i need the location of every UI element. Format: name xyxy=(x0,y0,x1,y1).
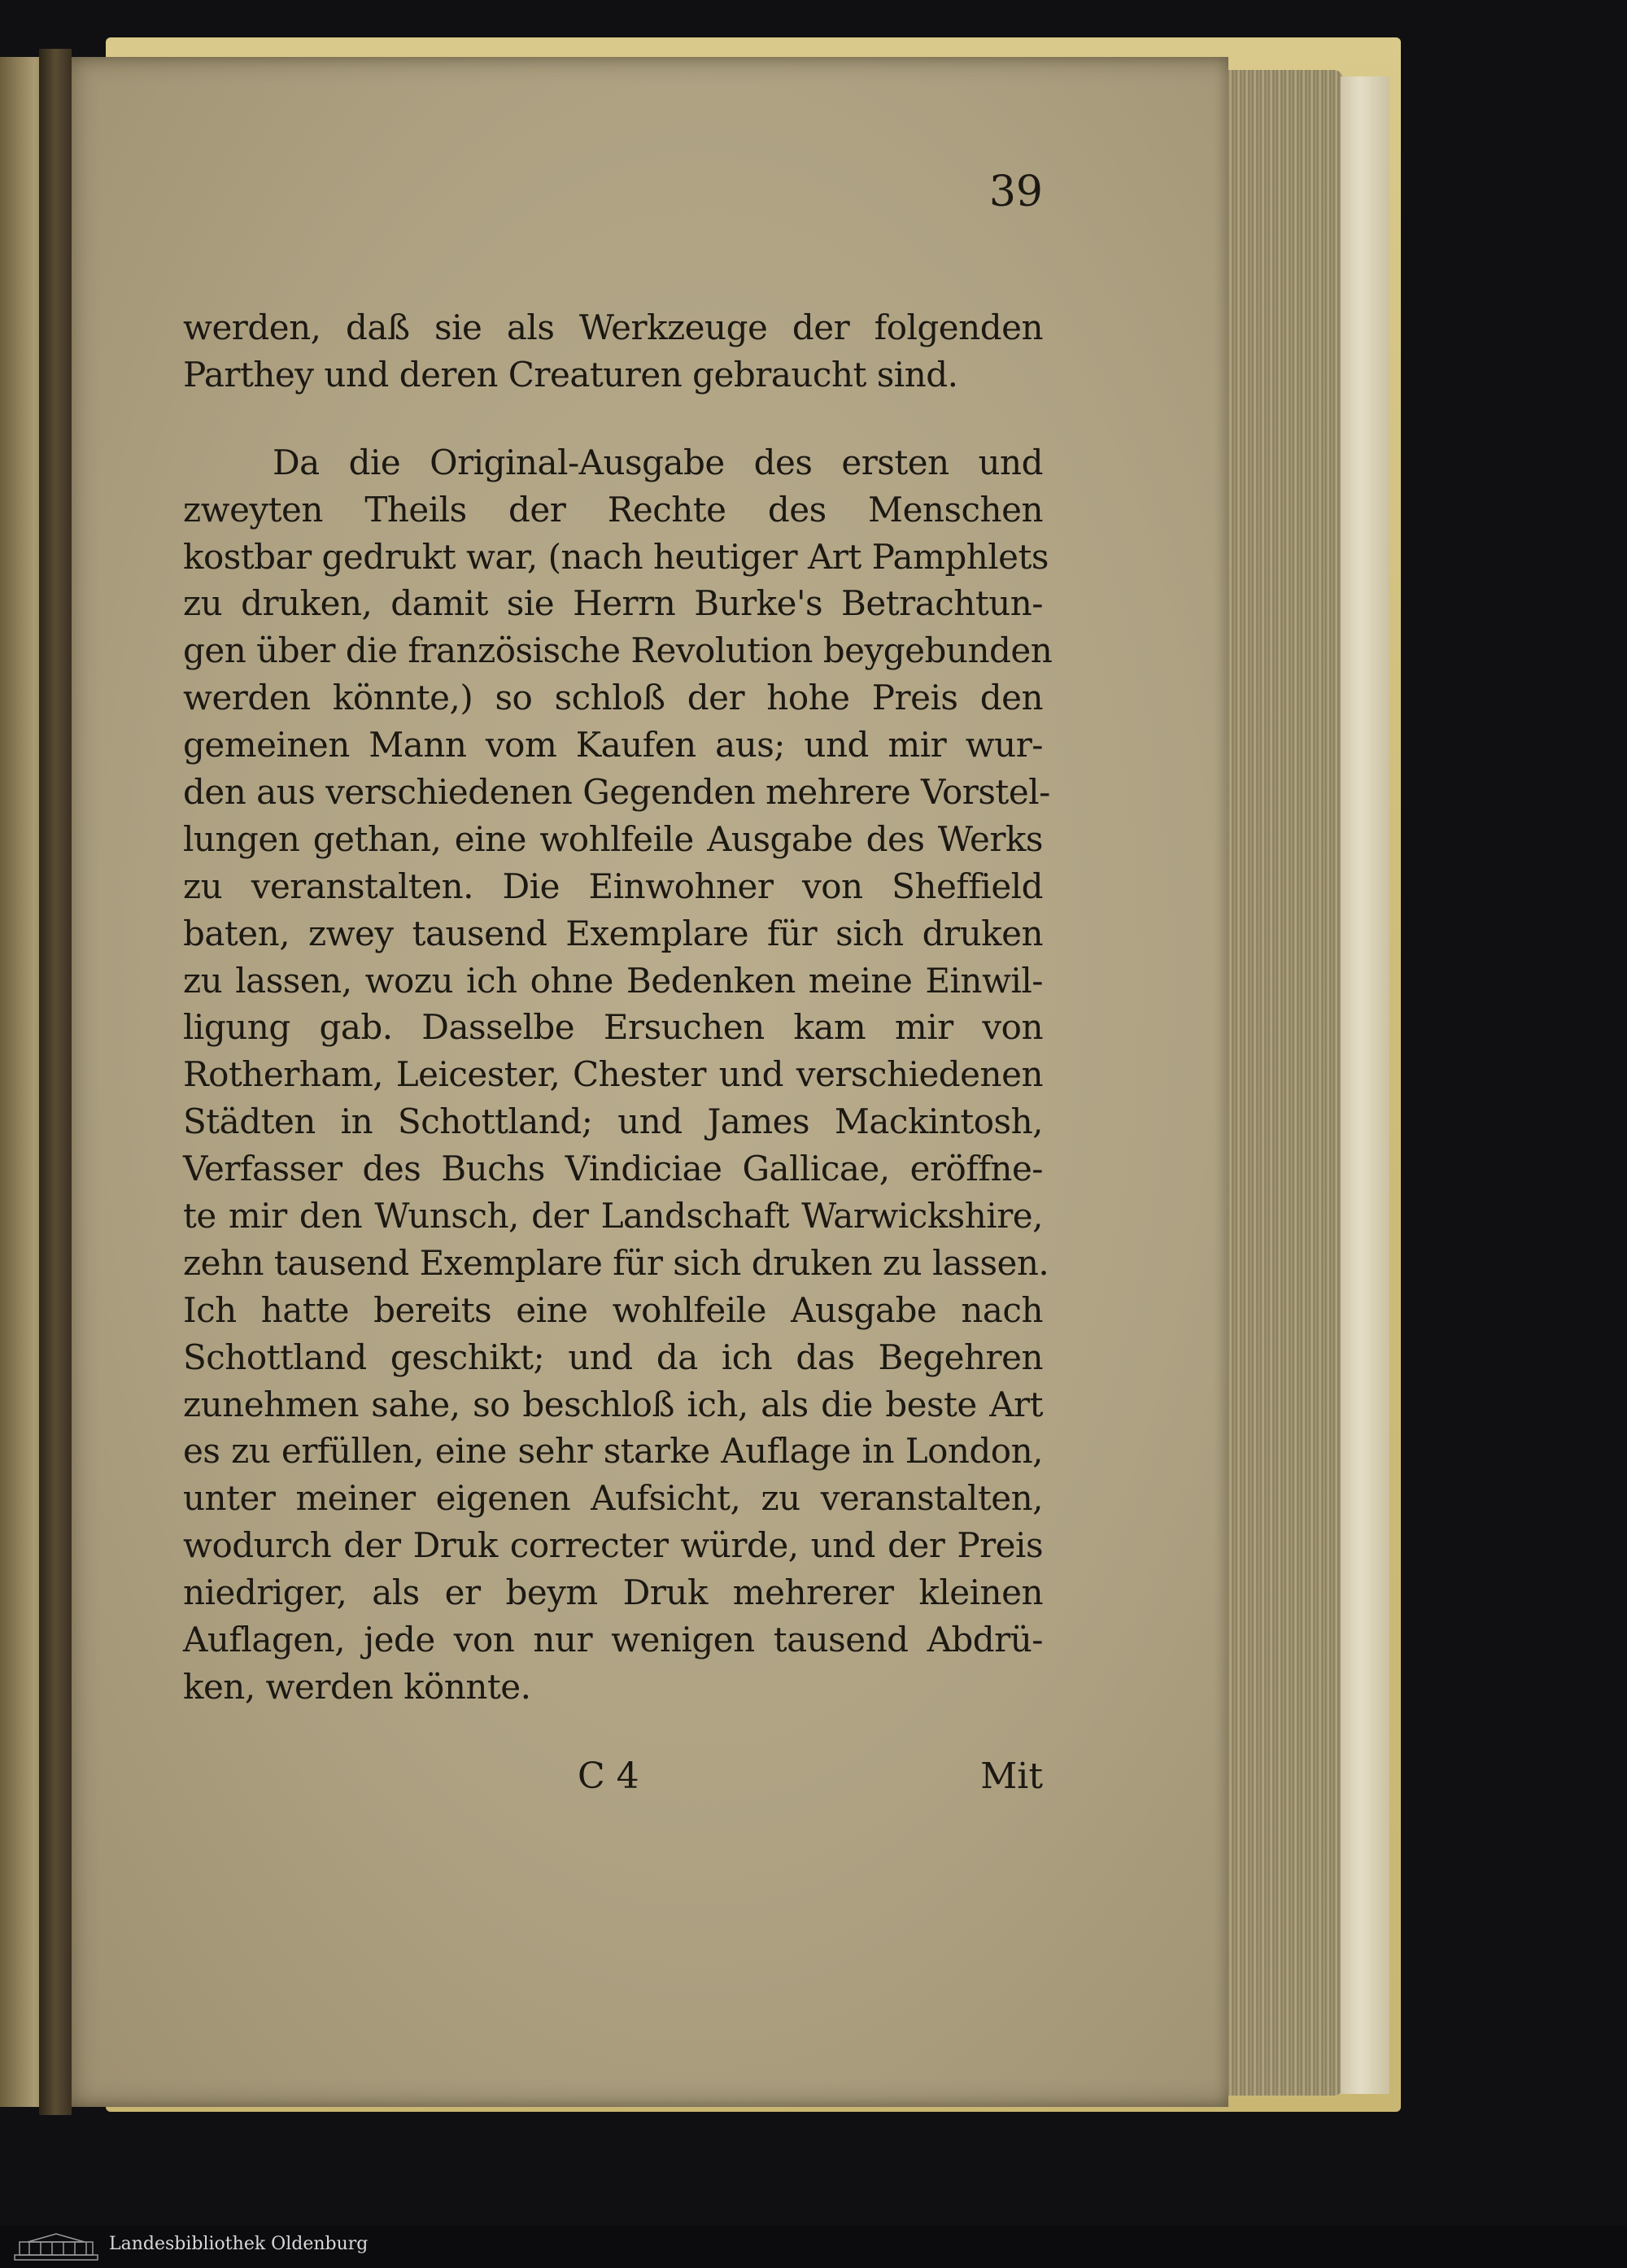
text-line: werden könnte,) so schloß der hohe Preis den xyxy=(183,678,1043,718)
text-line: te mir den Wunsch, der Landschaft Warwickshire, xyxy=(183,1196,1043,1236)
text-line: niedriger, als er beym Druk mehrerer kleinen xyxy=(183,1572,1043,1613)
text-line: kostbar gedrukt war, (nach heutiger Art Pamphlets xyxy=(183,536,1049,577)
page-text xyxy=(183,304,1053,1711)
text-line: zweyten Theils der Rechte des Menschen xyxy=(183,489,1043,530)
text-line: Schottland geschikt; und da ich das Begehren xyxy=(183,1337,1043,1377)
text-line: zunehmen sahe, so beschloß ich, als die beste Art xyxy=(183,1384,1043,1424)
text-line: gen über die französische Revolution beygebunden xyxy=(183,630,1053,671)
text-line: zu lassen, wozu ich ohne Bedenken meine Einwil- xyxy=(183,960,1043,1001)
text-line: Auflagen, jede von nur wenigen tausend Abdrü- xyxy=(183,1620,1043,1660)
text-line: Parthey und deren Creaturen gebraucht sind. xyxy=(183,354,958,395)
text-line: werden, daß sie als Werkzeuge der folgenden xyxy=(183,307,1043,347)
text-line: zu druken, damit sie Herrn Burke's Betrachtun- xyxy=(183,583,1043,624)
text-line: Verfasser des Buchs Vindiciae Gallicae, eröffne- xyxy=(183,1149,1043,1189)
text-line: Rotherham, Leicester, Chester und verschiedenen xyxy=(183,1054,1043,1095)
text-line: zehn tausend Exemplare für sich druken zu lassen. xyxy=(183,1242,1049,1283)
text-line: baten, zwey tausend Exemplare für sich druken xyxy=(183,913,1043,953)
page-edges-outer xyxy=(1341,76,1389,2094)
text-line: Städten in Schottland; und James Mackintosh, xyxy=(183,1101,1043,1142)
text-line: ken, werden könnte. xyxy=(183,1666,531,1707)
page-number: 39 xyxy=(988,168,1043,216)
text-line: lungen gethan, eine wohlfeile Ausgabe des Werks xyxy=(183,818,1043,859)
text-line: Ich hatte bereits eine wohlfeile Ausgabe nach xyxy=(183,1289,1043,1330)
book-page xyxy=(57,57,1228,2107)
text-line: ligung gab. Dasselbe Ersuchen kam mir von xyxy=(183,1007,1043,1048)
text-line: zu veranstalten. Die Einwohner von Sheffield xyxy=(183,866,1043,906)
catchword: Mit xyxy=(980,1756,1043,1797)
book-gutter xyxy=(39,49,72,2115)
text-line: den aus verschiedenen Gegenden mehrere Vorstel- xyxy=(183,772,1050,813)
text-line: Da die Original-Ausgabe des ersten und xyxy=(273,442,1043,482)
page-footer xyxy=(183,1756,1043,1804)
text-line: wodurch der Druk correcter würde, und der Preis xyxy=(183,1525,1043,1566)
text-line: es zu erfüllen, eine sehr starke Auflage in London, xyxy=(183,1431,1043,1472)
library-building-icon xyxy=(11,2231,101,2263)
text-line: gemeinen Mann vom Kaufen aus; und mir wur- xyxy=(183,725,1043,765)
paragraph-gap xyxy=(183,399,1043,439)
text-line: unter meiner eigenen Aufsicht, zu veranstalten, xyxy=(183,1478,1043,1519)
library-name: Landesbibliothek Oldenburg xyxy=(109,2234,369,2254)
page-edges xyxy=(1220,70,1342,2096)
signature-mark: C 4 xyxy=(578,1756,639,1797)
